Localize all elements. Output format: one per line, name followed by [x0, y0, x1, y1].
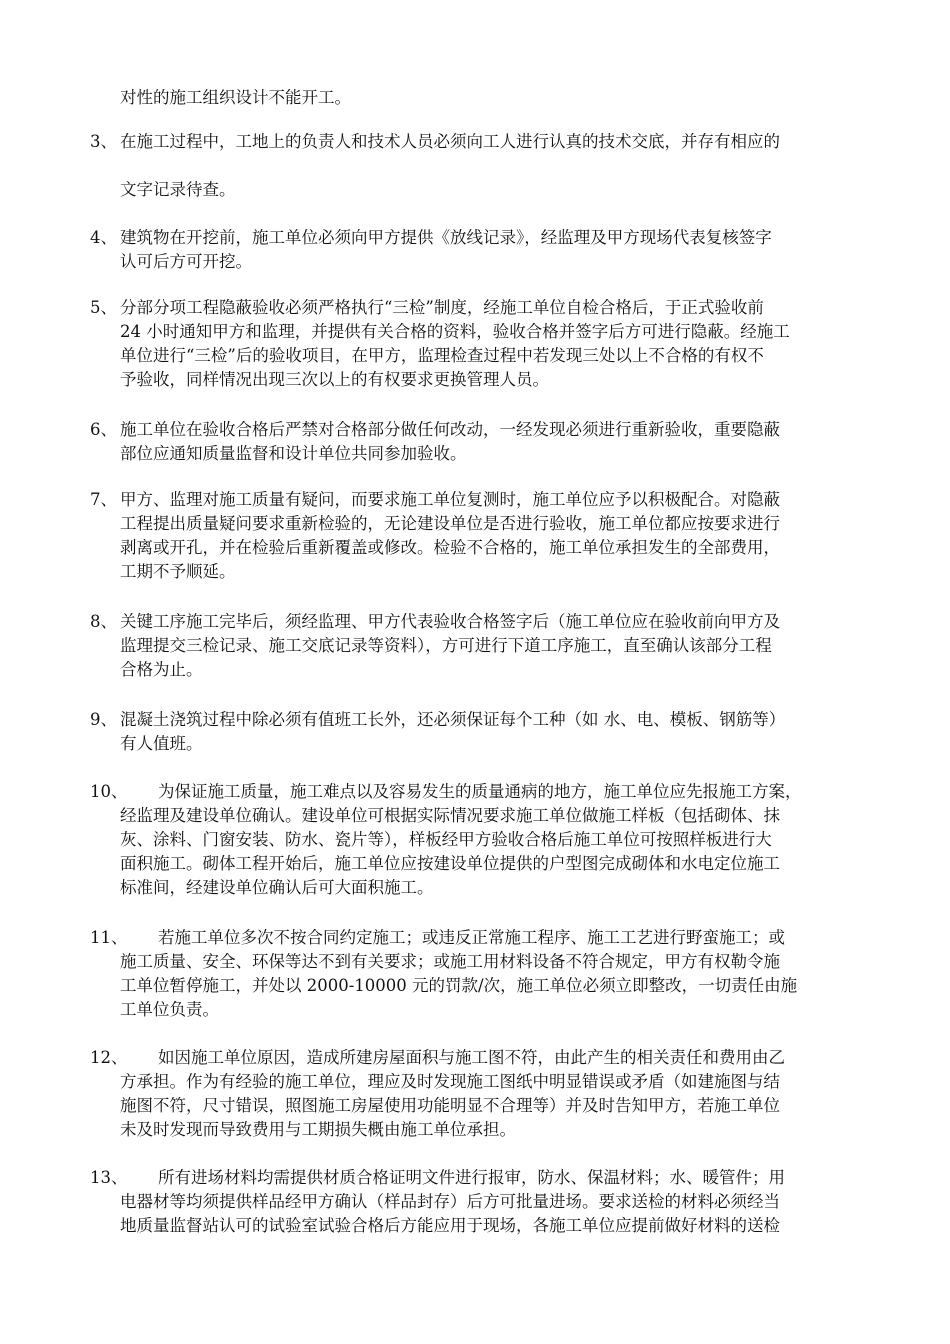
paragraph-line: 若施工单位多次不按合同约定施工；或违反正常施工程序、施工工艺进行野蛮施工；或	[158, 928, 785, 947]
paragraph-line: 工程提出质量疑问要求重新检验的，无论建设单位是否进行验收，施工单位都应按要求进行	[120, 514, 780, 533]
paragraph-line: 建筑物在开挖前，施工单位必须向甲方提供《放线记录》，经监理及甲方现场代表复核签字	[120, 228, 772, 247]
paragraph-line: 剥离或开孔，并在检验后重新覆盖或修改。检验不合格的，施工单位承担发生的全部费用，	[120, 538, 780, 557]
item-number: 3、	[90, 132, 117, 151]
item-number: 8、	[90, 612, 117, 631]
item-number: 13、	[90, 1168, 128, 1187]
paragraph-line: 未及时发现而导致费用与工期损失概由施工单位承担。	[120, 1120, 516, 1139]
paragraph-line: 地质量监督站认可的试验室试验合格后方能应用于现场，各施工单位应提前做好材料的送检	[120, 1216, 780, 1235]
paragraph-line: 单位进行“三检”后的验收项目，在甲方，监理检查过程中若发现三处以上不合格的有权不	[120, 346, 764, 365]
paragraph-line: 合格为止。	[120, 660, 203, 679]
item-number: 6、	[90, 420, 117, 439]
paragraph-line: 对性的施工组织设计不能开工。	[120, 88, 351, 107]
item-number: 11、	[90, 928, 128, 947]
paragraph-line: 施工单位在验收合格后严禁对合格部分做任何改动，一经发现必须进行重新验收，重要隐蔽	[120, 420, 780, 439]
paragraph-line: 面积施工。砌体工程开始后，施工单位应按建设单位提供的户型图完成砌体和水电定位施工	[120, 854, 780, 873]
paragraph-line: 有人值班。	[120, 734, 203, 753]
paragraph-line: 工单位暂停施工，并处以 2000-10000 元的罚款/次，施工单位必须立即整改，一切责任由施	[120, 976, 798, 995]
paragraph-line: 部位应通知质量监督和设计单位共同参加验收。	[120, 444, 467, 463]
paragraph-line: 予验收，同样情况出现三次以上的有权要求更换管理人员。	[120, 370, 549, 389]
paragraph-line: 甲方、监理对施工质量有疑问，而要求施工单位复测时，施工单位应予以积极配合。对隐蔽	[120, 490, 780, 509]
paragraph-line: 如因施工单位原因，造成所建房屋面积与施工图不符，由此产生的相关责任和费用由乙	[158, 1048, 785, 1067]
item-number: 4、	[90, 228, 117, 247]
paragraph-line: 施图不符，尺寸错误，照图施工房屋使用功能明显不合理等）并及时告知甲方，若施工单位	[120, 1096, 780, 1115]
paragraph-line: 文字记录待查。	[120, 180, 236, 199]
item-number: 9、	[90, 710, 117, 729]
paragraph-line: 电器材等均须提供样品经甲方确认（样品封存）后方可批量进场。要求送检的材料必须经当	[120, 1192, 780, 1211]
paragraph-line: 24 小时通知甲方和监理，并提供有关合格的资料，验收合格并签字后方可进行隐蔽。经施工	[120, 322, 790, 341]
paragraph-line: 为保证施工质量，施工难点以及容易发生的质量通病的地方，施工单位应先报施工方案，	[158, 782, 802, 801]
item-number: 12、	[90, 1048, 128, 1067]
item-number: 10、	[90, 782, 128, 801]
paragraph-line: 分部分项工程隐蔽验收必须严格执行“三检”制度，经施工单位自检合格后，于正式验收前	[120, 298, 764, 317]
paragraph-line: 在施工过程中，工地上的负责人和技术人员必须向工人进行认真的技术交底，并存有相应的	[120, 132, 780, 151]
paragraph-line: 所有进场材料均需提供材质合格证明文件进行报审，防水、保温材料；水、暖管件；用	[158, 1168, 785, 1187]
paragraph-line: 工期不予顺延。	[120, 562, 236, 581]
paragraph-line: 标准间，经建设单位确认后可大面积施工。	[120, 878, 434, 897]
paragraph-line: 方承担。作为有经验的施工单位，理应及时发现施工图纸中明显错误或矛盾（如建施图与结	[120, 1072, 780, 1091]
paragraph-line: 施工质量、安全、环保等达不到有关要求；或施工用材料设备不符合规定，甲方有权勒令施	[120, 952, 780, 971]
paragraph-line: 混凝土浇筑过程中除必须有值班工长外，还必须保证每个工种（如 水、电、模板、钢筋等）	[120, 710, 786, 729]
paragraph-line: 监理提交三检记录、施工交底记录等资料），方可进行下道工序施工，直至确认该部分工程	[120, 636, 772, 655]
paragraph-line: 工单位负责。	[120, 1000, 219, 1019]
item-number: 7、	[90, 490, 117, 509]
paragraph-line: 经监理及建设单位确认。建设单位可根据实际情况要求施工单位做施工样板（包括砌体、抹	[120, 806, 780, 825]
item-number: 5、	[90, 298, 117, 317]
paragraph-line: 关键工序施工完毕后，须经监理、甲方代表验收合格签字后（施工单位应在验收前向甲方及	[120, 612, 780, 631]
paragraph-line: 认可后方可开挖。	[120, 252, 252, 271]
paragraph-line: 灰、涂料、门窗安装、防水、瓷片等），样板经甲方验收合格后施工单位可按照样板进行大	[120, 830, 772, 849]
